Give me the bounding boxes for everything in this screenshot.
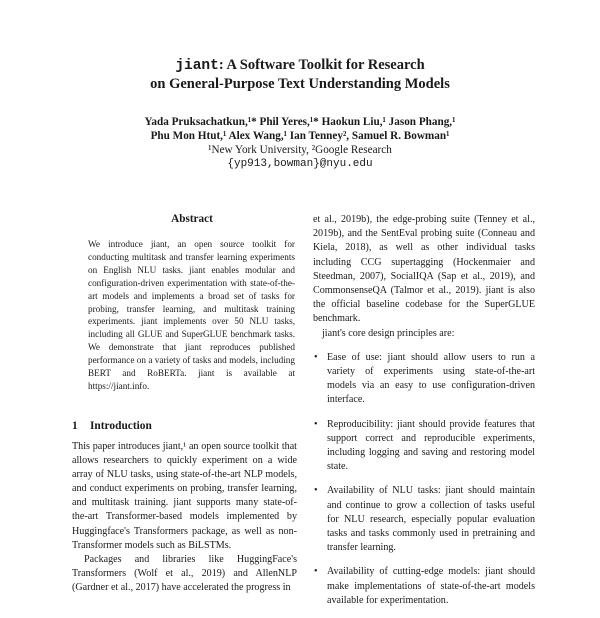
title-tool-name: jiant [175, 58, 219, 74]
paper-title [0, 56, 600, 93]
principle-text: Ease of use: jiant should allow users to run a variety of experiments using state-of-the-art models via an easy to use configuration-driven interface. [327, 351, 535, 406]
principles-intro: jiant's core design principles are: [322, 327, 455, 339]
section-heading [72, 420, 152, 432]
affiliations: ¹New York University, ²Google Research [208, 144, 392, 156]
title-line-1-text: : A Software Toolkit for Research [218, 57, 425, 73]
intro-paragraph-2: Packages and libraries like HuggingFace's Transformers (Wolf et al., 2019) and AllenNLP (Gardner et al., 2017) have accelerated the progress in [72, 553, 297, 593]
right-column [313, 213, 535, 618]
bullet-icon: • [314, 351, 318, 363]
author-list [0, 115, 600, 143]
principle-text: Reproducibility: jiant should provide features that support correct and reproducible experiments, including logging and saving and restoring model state. [327, 418, 535, 473]
list-item [313, 351, 535, 408]
title-line-1 [0, 56, 600, 75]
author-emails: {yp913,bowman}@nyu.edu [227, 158, 373, 170]
title-line-2: on General-Purpose Text Understanding Models [150, 76, 450, 92]
section-title: Introduction [90, 420, 152, 432]
abstract-text: We introduce jiant, an open source toolkit for conducting multitask and transfer learning experiments on English NLU tasks. jiant enables modular and configuration-driven experimentation with state-of-the-art models and implements a broad set of tasks for probing, transfer learning, and multitask training experiments. jiant implements over 50 NLU tasks, including all GLUE and SuperGLUE benchmark tasks. We demonstrate that jiant reproduces published performance on a variety of tasks and models, including BERT and RoBERTa. jiant is available at https://jiant.info. [88, 239, 295, 391]
bullet-icon: • [314, 418, 318, 430]
bullet-icon: • [314, 485, 318, 497]
list-item [313, 565, 535, 608]
introduction-body [72, 440, 297, 595]
section-number: 1 [72, 420, 78, 432]
bullet-icon: • [314, 566, 318, 578]
right-column-continuation: et al., 2019b), the edge-probing suite (Tenney et al., 2019b), and the SentEval probing suite (Conneau and Kiela, 2018), as well as other individual tasks including CCG supertagging (Hockenmaier and Steedman, 2007), SocialIQA (Sap et al., 2019), and CommonsenseQA (Talmor et al., 2019). jiant is also the official baseline codebase for the SuperGLUE benchmark. [313, 214, 535, 325]
author-line-1: Yada Pruksachatkun,¹* Phil Yeres,¹* Haokun Liu,¹ Jason Phang,¹ [144, 116, 456, 128]
list-item [313, 418, 535, 475]
intro-paragraph-1: This paper introduces jiant,¹ an open source toolkit that allows researchers to quickly experiment on a wide array of NLU tasks, using state-of-the-art NLP models, and conduct experiments on probing, transfer learning, and multitask training. jiant supports many state-of-the-art Transformer-based models implemented by Huggingface's Transformers package, as well as non-Transformer models such as BiLSTMs. [72, 441, 297, 551]
author-line-2: Phu Mon Htut,¹ Alex Wang,¹ Ian Tenney², Samuel R. Bowman¹ [150, 130, 450, 142]
list-item [313, 484, 535, 555]
principle-text: Availability of NLU tasks: jiant should maintain and continue to grow a collection of tasks useful for NLU research, especially popular evaluation tasks and tasks commonly used in pretraining and transfer learning. [327, 485, 535, 554]
abstract-heading: Abstract [171, 213, 213, 225]
design-principles-list [313, 351, 535, 608]
principle-text: Availability of cutting-edge models: jiant should make implementations of state-of-the-art models available for experimentation. [327, 566, 535, 606]
